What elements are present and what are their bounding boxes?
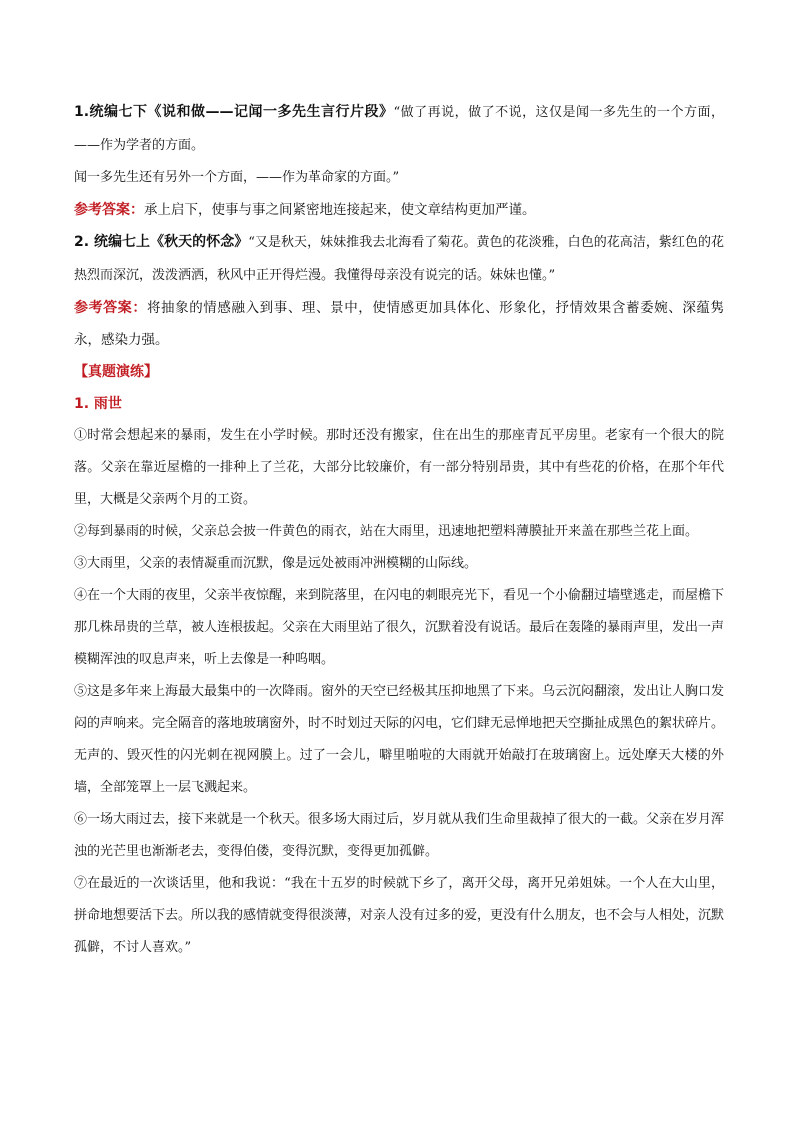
example-1 [74, 96, 724, 162]
answer-label: 参考答案： [74, 202, 144, 218]
example-1-quote-line2: 闻一多先生还有另外一个方面，——作为革命家的方面。” [74, 170, 400, 185]
example-2-answer [74, 292, 724, 356]
paragraph-4: ④在一个大雨的夜里，父亲半夜惊醒，来到院落里，在闪电的刺眼亮光下，看见一个小偷翻过墙壁逃走，而屋檐下那几株昂贵的兰草，被人连根拔起。父亲在大雨里站了很久，沉默着没有说话。最后在轰隆的暴雨声里，发出一声模糊浑浊的叹息声来，听上去像是一种呜咽。 [74, 588, 725, 667]
example-1-answer [74, 194, 724, 226]
article-title: 1. 雨世 [74, 396, 122, 412]
paragraph-3: ③大雨里，父亲的表情凝重而沉默，像是远处被雨冲洲模糊的山际线。 [74, 556, 478, 571]
answer-text: 承上启下，使事与事之间紧密地连接起来，使文章结构更加严谨。 [144, 202, 536, 218]
section-header: 【真题演练】 [74, 364, 158, 380]
paragraph-7: ⑦在最近的一次谈话里，他和我说：“我在十五岁的时候就下乡了，离开父母，离开兄弟姐妹。一个人在大山里，拼命地想要活下去。所以我的感情就变得很淡薄，对亲人没有过多的爱，更没有什么朋友，也不会与人相处，沉默孤僻，不讨人喜欢。” [74, 876, 725, 955]
example-1-title: 1.统编七下《说和做——记闻一多先生言行片段》 [74, 104, 394, 120]
document-content [74, 96, 724, 964]
paragraph-6: ⑥一场大雨过去，接下来就是一个秋天。很多场大雨过后，岁月就从我们生命里裁掉了很大的一截。父亲在岁月浑浊的光芒里也渐渐老去，变得伯偻，变得沉默，变得更加孤僻。 [74, 812, 725, 859]
example-2 [74, 226, 724, 292]
example-2-quote: “又是秋天，妹妹推我去北海看了菊花。黄色的花淡雅，白色的花高洁，紫红色的花热烈而深沉，泼泼洒洒，秋风中正开得烂漫。我懂得母亲没有说完的话。妹妹也懂。” [74, 235, 724, 283]
paragraph-2: ②每到暴雨的时候，父亲总会披一件黄色的雨衣，站在大雨里，迅速地把塑料薄膜扯开来盖在那些兰花上面。 [74, 524, 699, 539]
answer-text: 将抽象的情感融入到事、理、景中，使情感更加具体化、形象化，抒情效果含蓄委婉、深蕴隽永，感染力强。 [74, 300, 725, 348]
answer-label: 参考答案： [74, 300, 147, 316]
paragraph-5: ⑤这是多年来上海最大最集中的一次降雨。窗外的天空已经极其压抑地黑了下来。乌云沉闷翻滚，发出让人胸口发闷的声响来。完全隔音的落地玻璃窗外，时不时划过天际的闪电，它们肆无忌惮地把天空撕扯成黑色的絮状碎片。无声的、毁灭性的闪光刺在视网膜上。过了一会儿，噼里啪啦的大雨就开始敲打在玻璃窗上。远处摩天大楼的外墙，全部笼罩上一层飞溅起来。 [74, 684, 725, 795]
example-1-quote-line1: “做了再说，做了不说，这仅是闻一多先生的一个方面，——作为学者的方面。 [74, 105, 724, 153]
paragraph-1: ①时常会想起来的暴雨，发生在小学时候。那时还没有搬家，住在出生的那座青瓦平房里。老家有一个很大的院落。父亲在靠近屋檐的一排种上了兰花，大部分比较廉价，有一部分特别昂贵，其中有些花的价格，在那个年代里，大概是父亲两个月的工资。 [74, 428, 724, 507]
example-2-title: 2. 统编七上《秋天的怀念》 [74, 234, 249, 250]
